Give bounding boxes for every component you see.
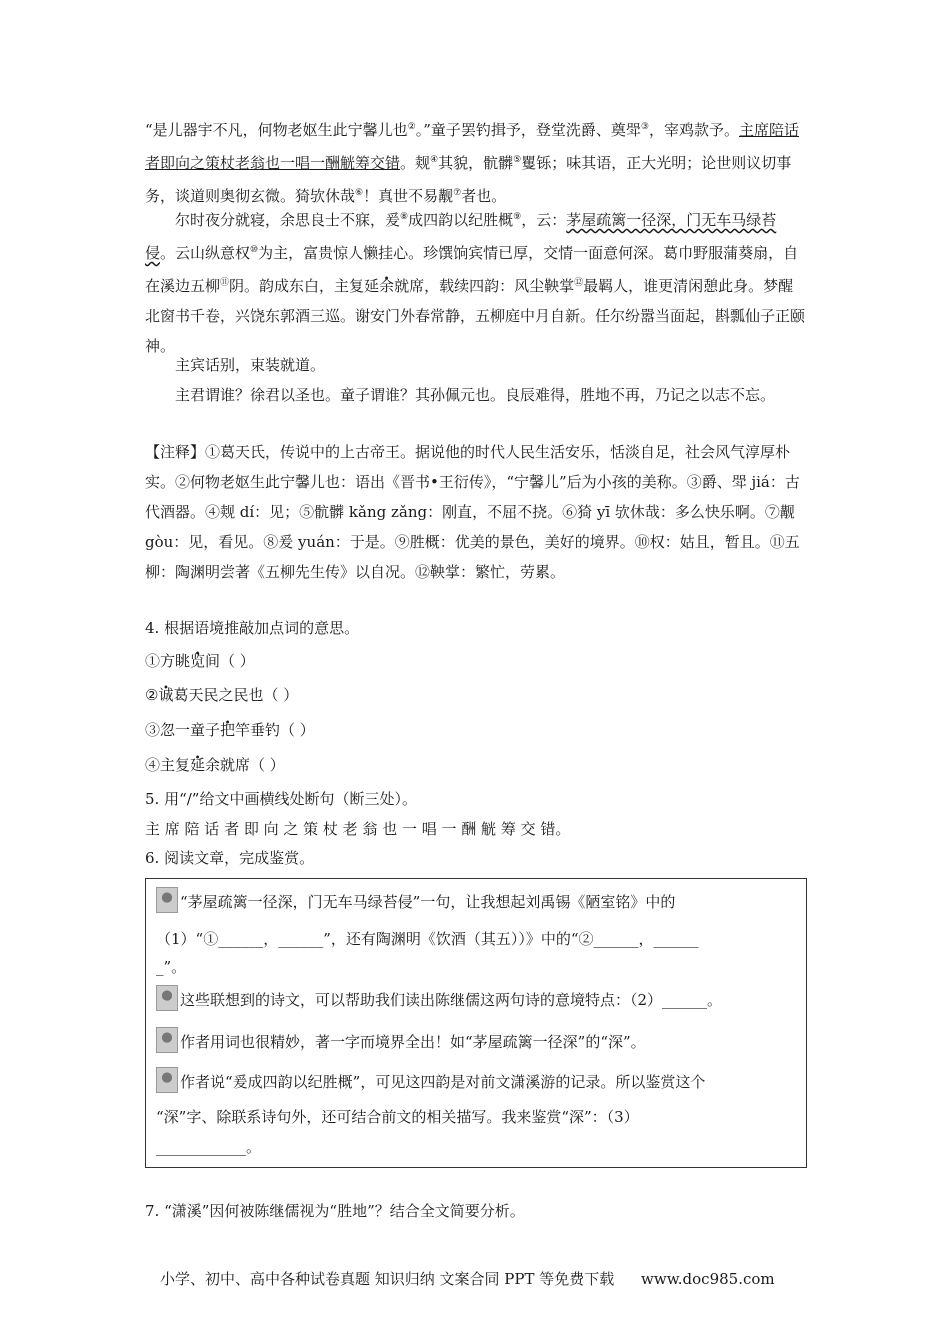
underlined-sentence: 主席陪话者即向之策杖老翁也一唱一酬觥筹交错 <box>145 121 800 172</box>
note-ref: ⑧ <box>400 212 409 222</box>
question-4-title: 4. 根据语境推敲加点词的意思。 <box>145 619 360 637</box>
footer-link[interactable]: www.doc985.com <box>641 1270 775 1288</box>
question-6-title: 6. 阅读文章，完成鉴赏。 <box>145 849 315 867</box>
note-ref: ⑩ <box>250 245 259 255</box>
box-line: _”。 <box>156 958 187 976</box>
text-run: 矍铄；味其语，正大光明；论世则议切事务，谈道则奥彻玄微。猗欤休哉 <box>145 154 792 205</box>
question-5-title: 5. 用“/”给文中画横线处断句（断三处）。 <box>145 790 417 808</box>
text-run: 竿垂钓（ ） <box>235 721 315 739</box>
text-run: 。觌 <box>400 154 431 172</box>
page-footer <box>160 1268 775 1289</box>
text-run: 余就席（ ） <box>205 756 285 774</box>
box-line <box>156 887 675 916</box>
question-4-item-3 <box>145 715 315 745</box>
passage-paragraph-3: 主宾话别，束装就道。 <box>175 356 326 374</box>
dotted-character: 延 <box>190 756 206 774</box>
dotted-character: 览 <box>190 652 206 670</box>
text-run: 其貌，骯髒 <box>438 154 514 172</box>
text-run: ② <box>145 686 159 704</box>
text-run: 间（ ） <box>205 652 255 670</box>
text-run: ，宰鸡款予。 <box>649 121 740 139</box>
dotted-character: 把 <box>220 721 236 739</box>
text-run: 葛天民之民也（ ） <box>173 686 299 704</box>
text-run: 成四韵以纪胜概 <box>408 211 514 229</box>
appreciation-box <box>145 878 807 1168</box>
footer-text: 小学、初中、高中各种试卷真题 知识归纳 文案合同 PPT 等免费下载 <box>160 1270 615 1288</box>
box-line <box>156 1027 646 1056</box>
notes-section: 【注释】①葛天氏，传说中的上古帝王。据说他的时代人民生活安乐，恬淡自足，社会风气淳厚朴实。②何物老妪生此宁馨儿也：语出《晋书•王衍传》，“宁馨儿”后为小孩的美称。③爵、斝 jiá：古代酒器。④觌 dí：见；⑤骯髒 kǎng zǎng：刚直，不屈不挠。⑥猗 yī 欤休哉：多么快乐啊。⑦觏 gòu：见，看见。⑧爰 yuán：于是。⑨胜概：优美的景色，美好的境界。⑩权：姑且，暂且。⑪五柳：陶渊明尝著《五柳先生传》以自况。⑫鞅掌：繁忙，劳累。 <box>145 443 800 581</box>
text-run: 余就席，载续四韵：风尘鞅掌 <box>379 277 575 295</box>
text-run: 这些联想到的诗文，可以帮助我们读出陈继儒这两句诗的意境特点：（2）______。 <box>180 991 723 1009</box>
passage-paragraph-2 <box>145 202 805 361</box>
student-avatar-icon <box>156 1027 178 1053</box>
text-run: ①方眺 <box>145 652 191 670</box>
passage-paragraph-1 <box>145 112 805 211</box>
note-ref: ⑥ <box>355 188 364 198</box>
dotted-character: 诚 <box>158 686 174 704</box>
text-run: ！真世不易觏 <box>363 187 454 205</box>
dotted-character: 延 <box>364 277 380 295</box>
text-run: ③忽一童子 <box>145 721 221 739</box>
student-avatar-icon <box>156 985 178 1011</box>
note-ref: ⑤ <box>513 155 522 165</box>
text-run: “茅屋疏篱一径深，门无车马绿苔侵”一句，让我想起刘禹锡《陋室铭》中的 <box>180 893 676 911</box>
question-5-sentence: 主 席 陪 话 者 即 向 之 策 杖 老 翁 也 一 唱 一 酬 觥 筹 交 错。 <box>145 820 571 838</box>
text-run: 尔时夜分就寝，余思良士不寐，爰 <box>175 211 401 229</box>
question-4-item-4 <box>145 750 285 780</box>
note-ref: ⑫ <box>574 278 584 288</box>
text-run: 。”童子罢钓揖予，登堂洗爵、奠斝 <box>415 121 641 139</box>
box-line: （1）“①______，______”，还有陶渊明《饮酒（其五））》中的“②______，______ <box>156 930 699 948</box>
box-line <box>156 1067 705 1096</box>
note-ref: ② <box>407 122 416 132</box>
student-avatar-icon <box>156 1067 178 1093</box>
question-7-title: 7. “潇溪”因何被陈继儒视为“胜地”？结合全文简要分析。 <box>145 1202 525 1220</box>
note-ref: ③ <box>640 122 649 132</box>
text-run: 阴。韵成东白，主复 <box>229 277 365 295</box>
question-4-item-2 <box>145 680 298 710</box>
note-ref: ⑦ <box>453 188 462 198</box>
text-run: ④主复 <box>145 756 191 774</box>
wavy-underlined-verse: 茅屋疏篱一径深，门无车马绿苔侵 <box>145 211 777 262</box>
text-run: 为主，富贵惊人懒挂心。珍馔饷宾情已厚，交情一面意何深。葛巾野服蒲葵扇，自在溪边五柳 <box>145 244 799 295</box>
text-run: 最羁人，谁更清闲憩此身。梦醒北窗书千卷，兴饶东郭酒三巡。谢安门外春常静，五柳庭中月自新。任尔纷嚣当面起，斟瓢仙子正颐神。 <box>145 277 806 355</box>
note-ref: ④ <box>430 155 439 165</box>
text-run: 作者说“爰成四韵以纪胜概”，可见这四韵是对前文潇溪游的记录。所以鉴赏这个 <box>180 1073 706 1091</box>
text-run: ，云： <box>521 211 567 229</box>
text-run: 。云山纵意权 <box>160 244 251 262</box>
note-ref: ⑨ <box>513 212 522 222</box>
text-run: 作者用词也很精妙，著一字而境界全出！如“茅屋疏篱一径深”的“深”。 <box>180 1033 646 1051</box>
student-avatar-icon <box>156 887 178 913</box>
box-line: “深”字、除联系诗句外，还可结合前文的相关描写。我来鉴赏“深”：（3） <box>156 1108 639 1126</box>
box-line <box>156 985 722 1014</box>
passage-paragraph-4: 主君谓谁？徐君以圣也。童子谓谁？其孙佩元也。良辰难得，胜地不再，乃记之以志不忘。 <box>175 386 776 404</box>
box-line: ____________。 <box>156 1138 262 1156</box>
text-run: “是儿器宇不凡，何物老妪生此宁馨儿也 <box>145 121 408 139</box>
note-ref: ⑪ <box>220 278 230 288</box>
text-run: 者也。 <box>461 187 507 205</box>
question-4-item-1 <box>145 646 255 676</box>
